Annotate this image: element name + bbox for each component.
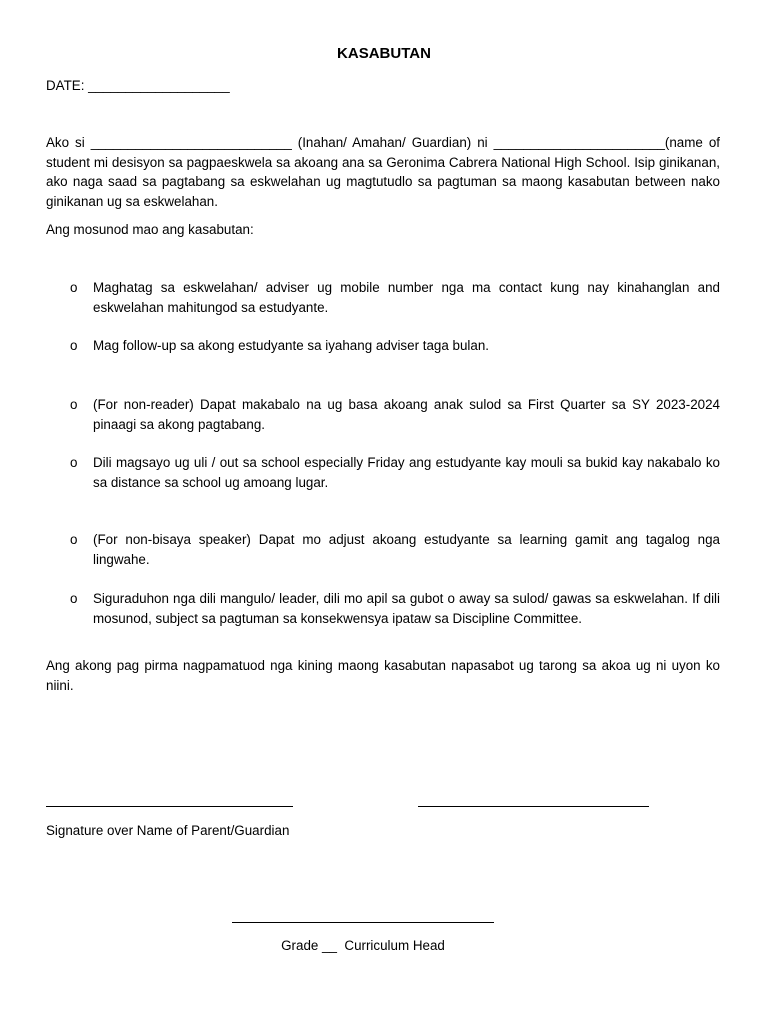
bullet-marker: o [70,532,78,547]
agreement-item-text: (For non-reader) Dapat makabalo na ug basa akoang anak sulod sa First Quarter sa SY 2023-2024 pinaagi sa akong pagtabang. [93,397,720,432]
agreement-item-text: Mag follow-up sa akong estudyante sa iyahang adviser taga bulan. [93,338,490,353]
agreement-item-text: Maghatag sa eskwelahan/ adviser ug mobile number nga ma contact kung nay kinahanglan and eskwelahan mahitungod sa estudyante. [93,280,720,315]
parent-signature-label: Signature over Name of Parent/Guardian [46,823,290,838]
bullet-marker: o [70,280,78,295]
curriculum-head-label: Grade __ Curriculum Head [281,938,445,953]
document-title: KASABUTAN [337,45,431,62]
bullet-marker: o [70,397,78,412]
agreement-item-text: (For non-bisaya speaker) Dapat mo adjust akoang estudyante sa learning gamit ang tagalog nga lingwahe. [93,532,720,567]
parent-signature-line [46,806,293,807]
agreement-item-text: Siguraduhon nga dili mangulo/ leader, dili mo apil sa gubot o away sa sulod/ gawas sa eskwelahan. If dili mosunod, subject sa pagtuman sa konsekwensya ipataw sa Discipline Committee. [93,591,720,626]
closing-paragraph: Ang akong pag pirma nagpamatuod nga kining maong kasabutan napasabot ug tarong sa akoa ug ni uyon ko niini. [46,658,720,693]
agreement-item-text: Dili magsayo ug uli / out sa school especially Friday ang estudyante kay mouli sa bukid kay nakabalo ko sa distance sa school ug amoang lugar. [93,455,720,490]
bullet-marker: o [70,591,78,606]
intro-paragraph: Ako si ___________________________ (Inahan/ Amahan/ Guardian) ni _______________________(name of student mi desisyon sa pagpaeskwela sa akoang ana sa Geronima Cabrera National High School. Isip ginikanan, ako naga saad sa pagtabang sa eskwelahan ug magtutudlo sa pagtuman sa maong kasabutan between nako ginikanan ug sa eskwelahan. [46,135,720,209]
bullet-marker: o [70,338,78,353]
curriculum-head-signature-line [232,922,494,923]
second-signature-line [418,806,649,807]
date-field: DATE: ___________________ [46,78,230,93]
agreement-lead-text: Ang mosunod mao ang kasabutan: [46,222,254,237]
bullet-marker: o [70,455,78,470]
